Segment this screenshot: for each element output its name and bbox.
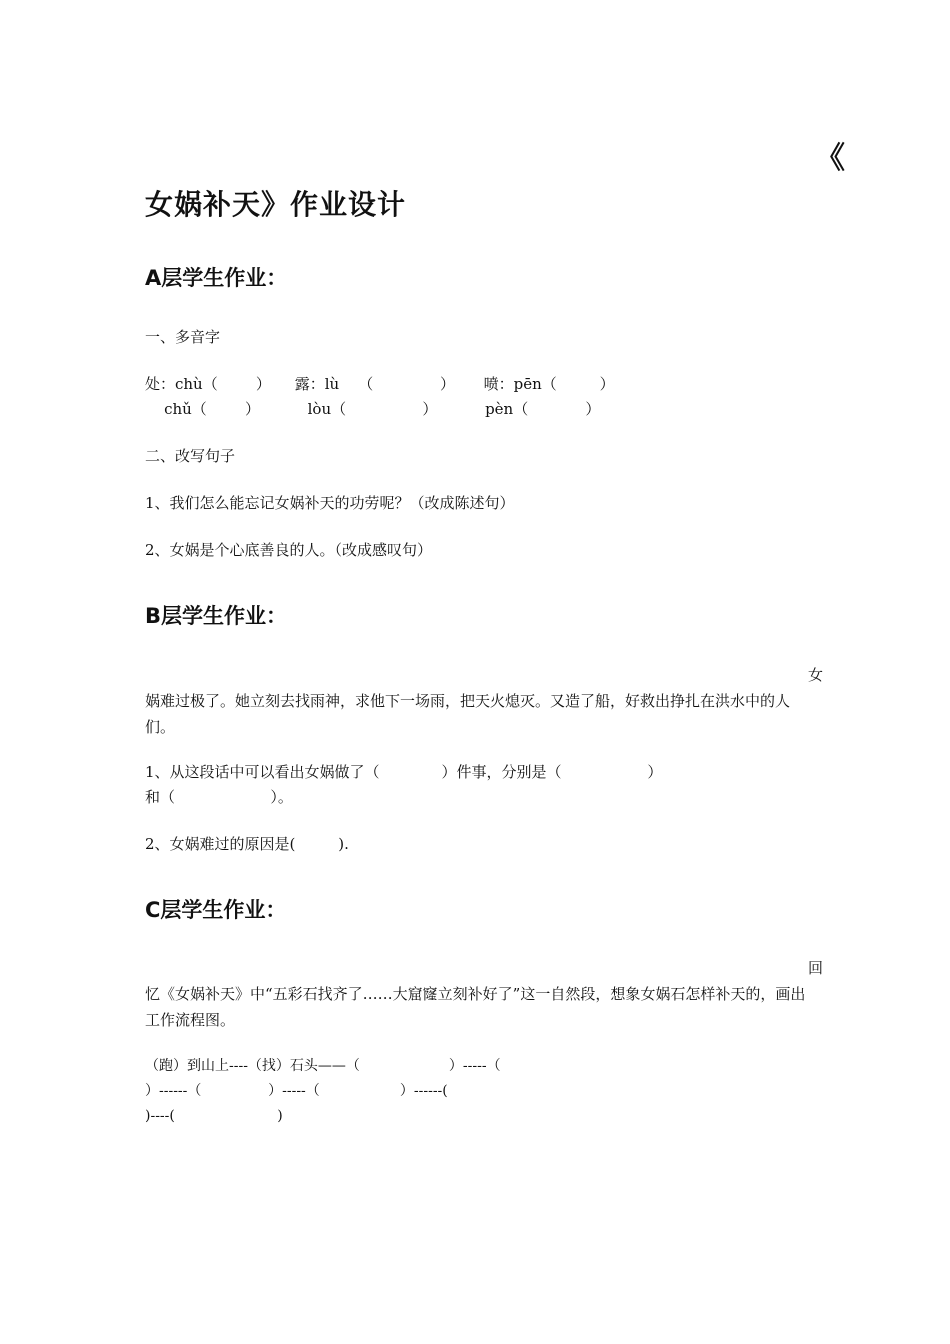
section-c-heading: C层学生作业： xyxy=(145,898,287,922)
c-flow-line2: ）------（ ）-----（ ）------( xyxy=(145,1083,448,1099)
a-q2-item1: 1、我们怎么能忘记女娲补天的功劳呢？（改成陈述句） xyxy=(145,494,515,512)
section-b-heading: B层学生作业： xyxy=(145,604,288,628)
section-a-heading: A层学生作业： xyxy=(145,266,288,290)
a-q1-line1: 处：chù（ ） 露：lù （ ） 喷：pēn（ ） xyxy=(145,375,615,393)
title-open-mark: 《 xyxy=(815,141,845,176)
page-title: 女娲补天》作业设计 xyxy=(145,188,407,221)
a-q1-line2: chǔ（ ） lòu（ ） pèn（ ） xyxy=(145,400,601,418)
a-q2-title: 二、改写句子 xyxy=(145,447,236,465)
a-q1-title: 一、多音字 xyxy=(145,328,221,346)
c-flow-line1: （跑）到山上----（找）石头——（ ）-----（ xyxy=(145,1058,501,1074)
c-passage-first-char: 回 xyxy=(808,959,824,977)
b-passage: 娲难过极了。她立刻去找雨神，求他下一场雨，把天火熄灭。又造了船，好救出挣扎在洪水中的人们。 xyxy=(145,692,791,736)
b-q1-line2: 和（ ）。 xyxy=(145,788,293,806)
b-q2: 2、女娲难过的原因是( ). xyxy=(145,835,349,853)
b-q1-line1: 1、从这段话中可以看出女娲做了（ ）件事，分别是（ ） xyxy=(145,763,663,781)
a-q2-item2: 2、女娲是个心底善良的人。（改成感叹句） xyxy=(145,541,433,559)
c-flow-line3: )----( ) xyxy=(145,1108,283,1124)
b-passage-first-char: 女 xyxy=(808,666,824,684)
c-passage: 忆《女娲补天》中“五彩石找齐了……大窟窿立刻补好了”这一自然段，想象女娲石怎样补天的，画出工作流程图。 xyxy=(145,985,806,1029)
